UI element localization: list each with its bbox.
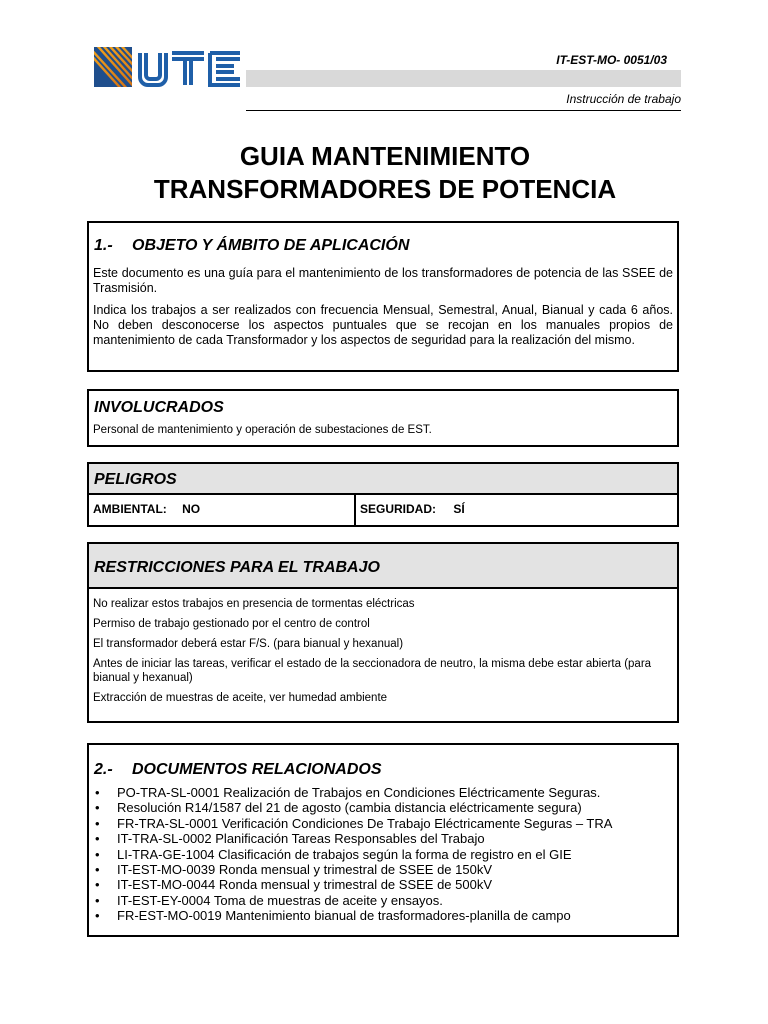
involucrados-text: Personal de mantenimiento y operación de subestaciones de EST. bbox=[93, 424, 432, 436]
section-title: INVOLUCRADOS bbox=[94, 399, 224, 416]
header-bar bbox=[246, 70, 681, 87]
section-title: PELIGROS bbox=[94, 471, 177, 488]
section-number: 2.- bbox=[94, 761, 113, 778]
section-involucrados bbox=[87, 389, 679, 447]
peligros-row bbox=[89, 495, 677, 527]
restricciones-header bbox=[89, 544, 677, 589]
list-item: • IT-EST-EY-0004 Toma de muestras de aceite y ensayos. bbox=[95, 893, 677, 908]
list-item: • IT-EST-MO-0039 Ronda mensual y trimestral de SSEE de 150kV bbox=[95, 862, 677, 877]
seguridad-cell bbox=[356, 495, 677, 527]
restriction-item: Extracción de muestras de aceite, ver humedad ambiente bbox=[93, 692, 388, 704]
restriction-item: El transformador deberá estar F/S. (para bianual y hexanual) bbox=[93, 638, 404, 650]
seguridad-value: SÍ bbox=[453, 502, 465, 516]
restricciones-list bbox=[89, 589, 677, 705]
header-divider bbox=[246, 110, 681, 111]
document-code: IT-EST-MO- 0051/03 bbox=[556, 53, 667, 67]
list-item: • FR-TRA-SL-0001 Verificación Condiciones De Trabajo Eléctricamente Seguras – TRA bbox=[95, 816, 677, 831]
seguridad-label: SEGURIDAD: bbox=[360, 502, 437, 516]
ambiental-value: NO bbox=[182, 502, 201, 516]
paragraph: Indica los trabajos a ser realizados con frecuencia Mensual, Semestral, Anual, Bianual y cada 6 años. No deben desconocerse los aspectos puntuales que se recojan en los manuales propios de mantenimiento de cada Transformador y los aspectos de seguridad para la realización del mismo. bbox=[93, 303, 673, 347]
list-item: • FR-EST-MO-0019 Mantenimiento bianual de trasformadores-planilla de campo bbox=[95, 908, 677, 923]
restriction-item: No realizar estos trabajos en presencia de tormentas eléctricas bbox=[93, 598, 415, 610]
paragraph: Este documento es una guía para el mantenimiento de los transformadores de potencia de las SSEE de Trasmisión. bbox=[93, 266, 673, 295]
list-item: • LI-TRA-GE-1004 Clasificación de trabajos según la forma de registro en el GIE bbox=[95, 847, 677, 862]
title-line-1: GUIA MANTENIMIENTO bbox=[239, 141, 531, 171]
list-item: • IT-EST-MO-0044 Ronda mensual y trimestral de SSEE de 500kV bbox=[95, 877, 677, 892]
section-heading bbox=[89, 745, 677, 779]
section-peligros bbox=[87, 462, 679, 527]
page-title bbox=[90, 140, 680, 206]
section-title: DOCUMENTOS RELACIONADOS bbox=[132, 761, 382, 778]
section-heading bbox=[89, 223, 677, 255]
section-objeto bbox=[87, 221, 679, 372]
section-documentos bbox=[87, 743, 679, 937]
document-type: Instrucción de trabajo bbox=[566, 92, 681, 106]
ambiental-cell bbox=[89, 495, 356, 527]
ute-logo bbox=[94, 47, 244, 93]
section-title: RESTRICCIONES PARA EL TRABAJO bbox=[94, 559, 380, 576]
section-number: 1.- bbox=[94, 237, 113, 254]
title-line-2: TRANSFORMADORES DE POTENCIA bbox=[153, 174, 617, 204]
peligros-header bbox=[89, 464, 677, 495]
section-title: OBJETO Y ÁMBITO DE APLICACIÓN bbox=[132, 237, 410, 254]
documents-list bbox=[89, 785, 677, 924]
restriction-item: Permiso de trabajo gestionado por el centro de control bbox=[93, 618, 370, 630]
list-item: • PO-TRA-SL-0001 Realización de Trabajos en Condiciones Eléctricamente Seguras. bbox=[95, 785, 677, 800]
list-item: • Resolución R14/1587 del 21 de agosto (cambia distancia eléctricamente segura) bbox=[95, 800, 677, 815]
ambiental-label: AMBIENTAL: bbox=[93, 502, 167, 516]
list-item: • IT-TRA-SL-0002 Planificación Tareas Responsables del Trabajo bbox=[95, 831, 677, 846]
section-restricciones bbox=[87, 542, 679, 723]
restriction-item: Antes de iniciar las tareas, verificar el estado de la seccionadora de neutro, la misma debe estar abierta (para bianual y hexanual) bbox=[93, 658, 652, 684]
